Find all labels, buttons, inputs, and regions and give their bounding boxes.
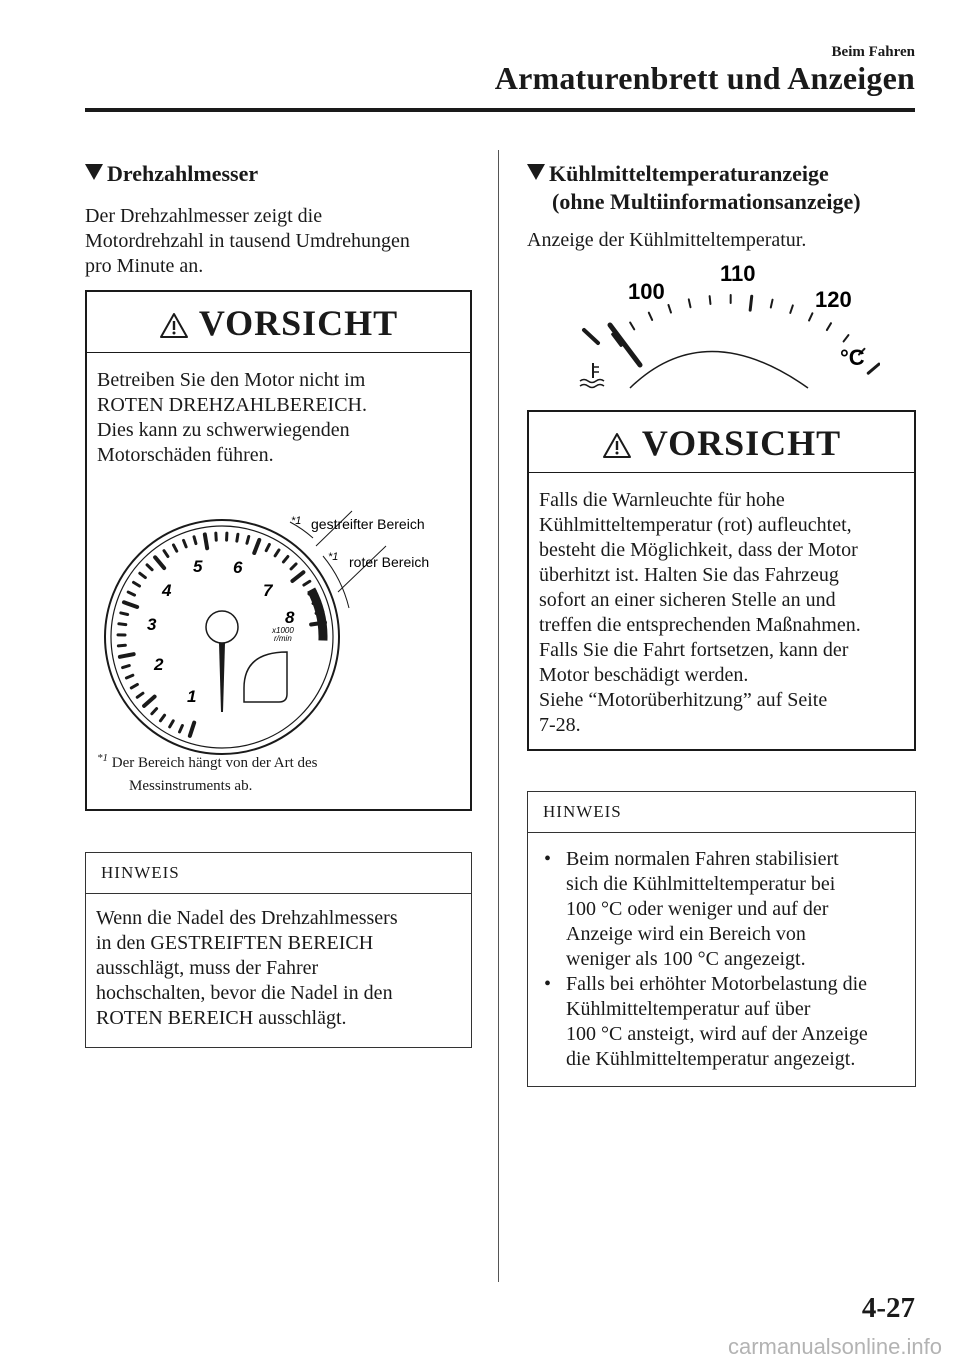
coolant-section-title: Kühlmitteltemperaturanzeige (ohne Multiinformationsanzeige) — [527, 160, 861, 216]
gauge-number: 3 — [147, 615, 157, 634]
coolant-scale-label: 120 — [815, 287, 852, 312]
section-triangle-icon — [85, 164, 103, 180]
coolant-caution-box — [527, 410, 916, 751]
coolant-intro: Anzeige der Kühlmitteltemperatur. — [527, 229, 807, 251]
gauge-number: 5 — [193, 557, 203, 576]
header-rule — [85, 108, 915, 112]
watermark-link[interactable]: carmanualsonline.info — [727, 1334, 942, 1359]
header-section-label: Beim Fahren — [831, 44, 915, 60]
tachometer-illustration — [87, 292, 470, 809]
footnote-marker: *1 — [328, 551, 339, 563]
coolant-gauge-arc — [630, 352, 808, 389]
coolant-gauge-tick — [750, 296, 752, 310]
striped-zone-label: gestreifter Bereich — [311, 516, 425, 532]
coolant-gauge-tick — [790, 305, 793, 313]
caution-heading: VORSICHT — [87, 292, 470, 353]
gauge-footnote: $^{*1}$ Der Bereich hängt von der Art des Messinstruments ab. — [97, 752, 318, 794]
caution-text: Falls die Warnleuchte für hohe Kühlmitteltemperatur (rot) aufleuchtet, besteht die Möglichkeit, dass der Motor überhitzt ist. Halten Sie das Fahrzeug sofort an einer sicheren Stelle an und treffen die entsprechenden Maßnahmen. Falls Sie die Fahrt fortsetzen, kann der Motor beschädigt werden. Siehe “Motorüberhitzung” auf Seite 7-28. — [539, 489, 861, 736]
coolant-gauge-tick — [710, 296, 711, 304]
coolant-gauge-tick — [649, 313, 652, 320]
gauge-tick — [194, 537, 196, 544]
tachometer-note-box — [85, 852, 472, 1048]
coolant-gauge-tick — [827, 323, 831, 330]
coolant-gauge-tick — [844, 335, 849, 341]
gauge-tick — [123, 666, 130, 668]
coolant-gauge-tick — [630, 323, 634, 330]
red-zone-label: roter Bereich — [349, 554, 430, 570]
note-text: Wenn die Nadel des Drehzahlmessers in den GESTREIFTEN BEREICH ausschlägt, muss der Fahrer hochschalten, bevor die Nadel in den ROTEN BEREICH ausschlägt. — [96, 907, 398, 1029]
note-heading: HINWEIS — [86, 853, 471, 894]
list-item: • Beim normalen Fahren stabilisiert sich die Kühlmitteltemperatur bei 100 °C oder weniger und auf der Anzeige wird ein Bereich von weniger als 100 °C angezeigt. — [544, 848, 839, 970]
warning-triangle-icon — [602, 416, 632, 478]
page-number: 4-27 — [861, 1292, 915, 1324]
note-heading: HINWEIS — [528, 792, 915, 833]
caution-heading: VORSICHT — [529, 412, 914, 473]
coolant-scale-label: 100 — [628, 279, 665, 304]
coolant-temperature-icon — [580, 363, 604, 388]
coolant-note-box — [527, 791, 916, 1087]
coolant-gauge-tick — [809, 313, 812, 320]
coolant-unit-label: °C — [840, 345, 865, 370]
caution-text: Betreiben Sie den Motor nicht im ROTEN DREHZAHLBEREICH. Dies kann zu schwerwiegenden Motorschäden führen. — [97, 369, 367, 466]
coolant-gauge-tick — [668, 305, 671, 313]
coolant-gauge-tick — [868, 364, 879, 373]
coolant-gauge-tick — [771, 300, 773, 308]
gauge-number: 8 — [285, 608, 295, 627]
gauge-number: 2 — [154, 655, 164, 674]
gauge-number: 1 — [187, 687, 197, 706]
coolant-gauge-illustration — [560, 255, 880, 395]
tachometer-caution-box — [85, 290, 472, 811]
coolant-scale-label: 110 — [720, 261, 756, 286]
note-bullet-list — [528, 847, 913, 1072]
gauge-tick — [237, 534, 238, 541]
tachometer-section-title: Drehzahlmesser — [85, 160, 258, 188]
column-divider — [498, 150, 499, 1282]
gauge-tick — [247, 536, 249, 543]
gauge-tick — [118, 645, 125, 646]
gauge-number: 7 — [263, 581, 273, 600]
gauge-number: 6 — [233, 558, 243, 577]
page-title: Armaturenbrett und Anzeigen — [494, 60, 915, 96]
tachometer-intro: Der Drehzahlmesser zeigt die Motordrehzahl in tausend Umdrehungen pro Minute an. — [85, 205, 410, 277]
gauge-unit-top: x1000 — [272, 626, 294, 635]
gauge-tick — [121, 613, 128, 615]
list-item: • Falls bei erhöhter Motorbelastung die Kühlmitteltemperatur auf über 100 °C ansteigt, wird auf der Anzeige die Kühlmitteltemperatur angezeigt. — [544, 973, 868, 1070]
gauge-unit-bottom: r/min — [274, 634, 292, 643]
gauge-hub — [206, 611, 238, 643]
gauge-tick — [205, 534, 207, 548]
coolant-gauge-tick — [689, 299, 691, 307]
gauge-tick — [119, 624, 126, 625]
gauge-tick — [120, 654, 134, 657]
section-triangle-icon — [527, 164, 545, 180]
coolant-cold-mark — [584, 330, 598, 343]
gauge-number: 4 — [162, 581, 172, 600]
coolant-gauge-needle — [610, 325, 640, 365]
footnote-marker: *1 — [291, 515, 302, 527]
